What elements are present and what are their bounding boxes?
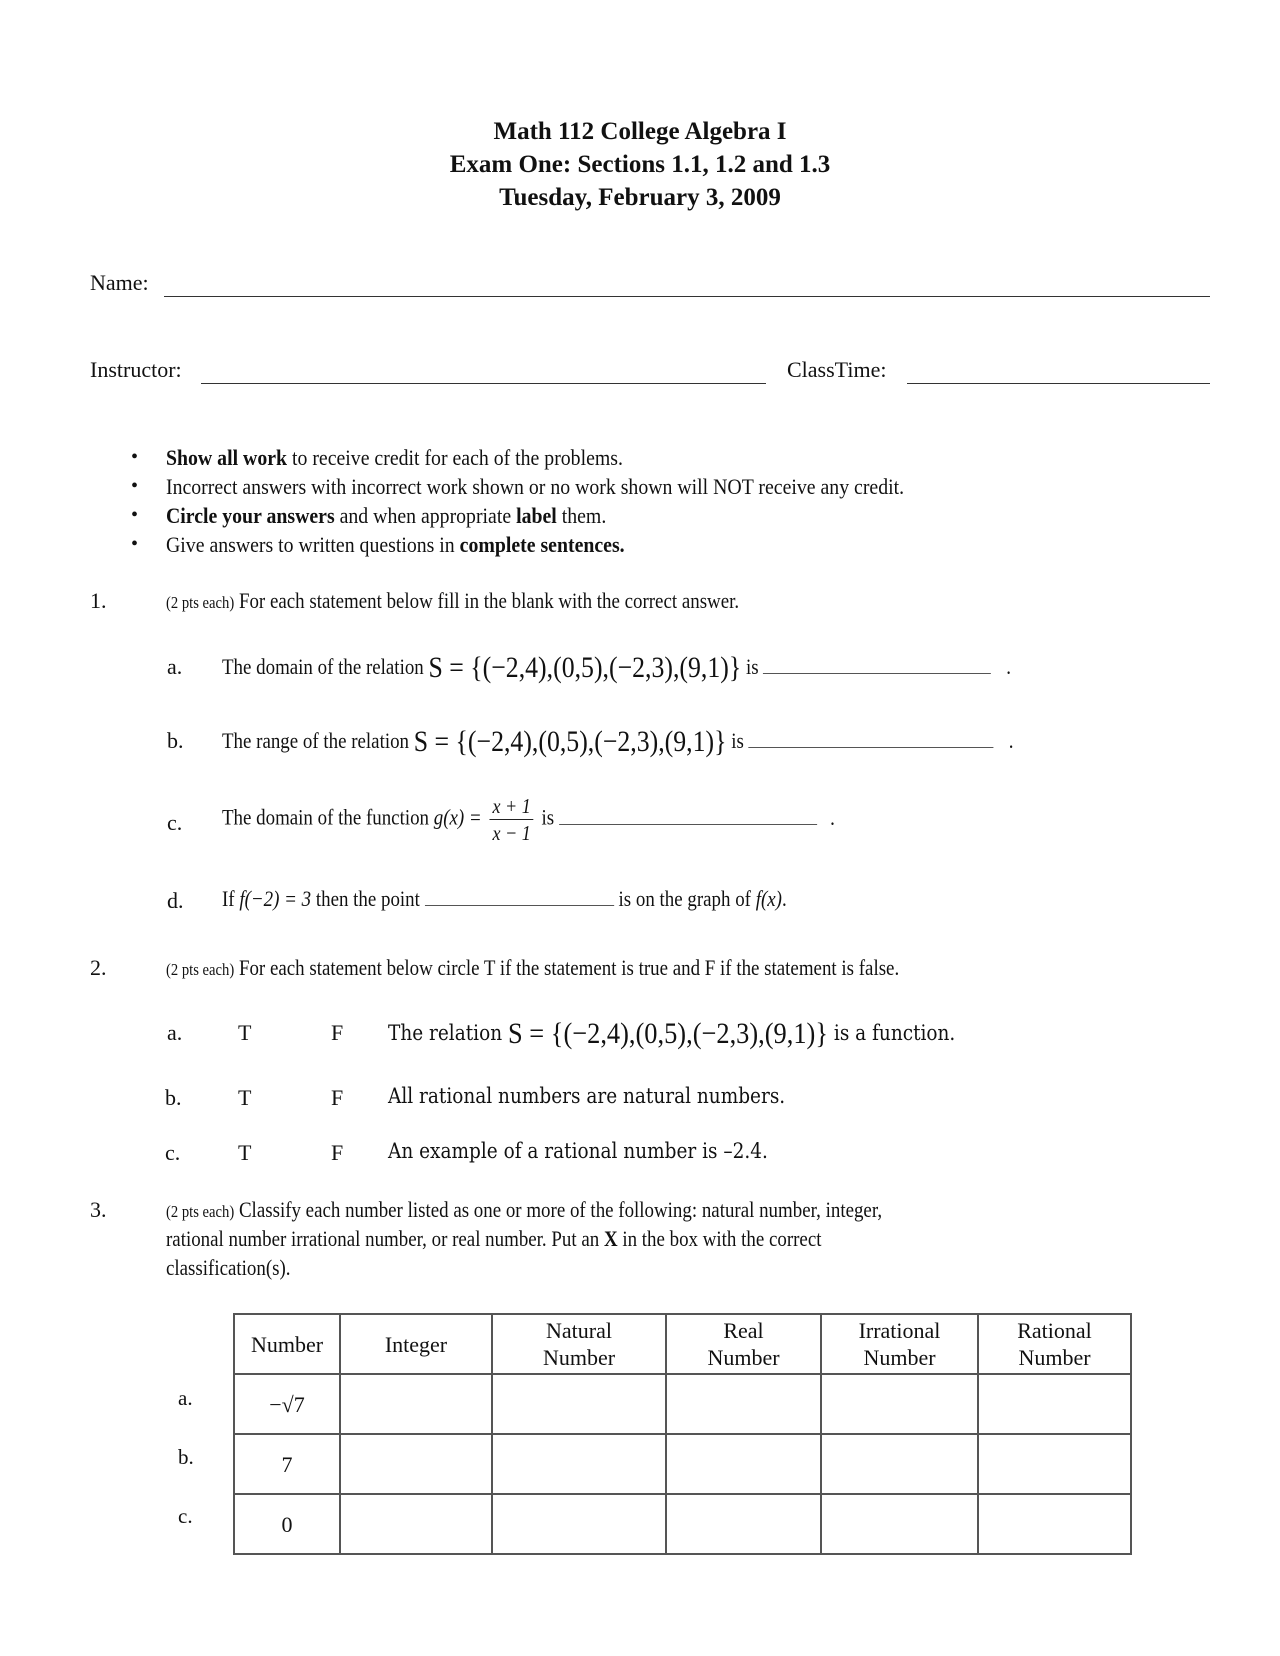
q2-number: 2. — [90, 955, 107, 980]
q1a-statement: The domain of the relation S = {(−2,4),(0,5),(−2,3),(9,1)} is . — [222, 651, 1012, 684]
instruction-item: Circle your answers and when appropriate label them. — [166, 503, 607, 528]
instructor-field[interactable] — [201, 383, 766, 384]
bullet-icon: • — [131, 533, 139, 555]
row-label-c: c. — [178, 1504, 193, 1528]
table-row — [234, 1434, 1131, 1494]
q1a-label: a. — [167, 654, 183, 679]
header-natural: Natural Number — [492, 1314, 666, 1374]
bullet-icon: • — [131, 446, 139, 468]
classtime-label: ClassTime: — [787, 357, 887, 382]
instruction-item: Show all work to receive credit for each of the problems. — [166, 445, 623, 470]
q2c-false-option[interactable]: F — [331, 1140, 344, 1165]
table-row — [234, 1374, 1131, 1434]
q1c-statement: The domain of the function g(x) = $\frac{x + 1}{x - 1}$ is . — [222, 794, 835, 845]
bullet-icon: • — [131, 504, 139, 526]
q3-prompt-line1: (2 pts each) Classify each number listed as one or more of the following: natural number, integer, — [166, 1197, 883, 1222]
q1-prompt: (2 pts each) For each statement below fill in the blank with the correct answer. — [166, 588, 740, 613]
table-row — [234, 1494, 1131, 1554]
q1d-label: d. — [167, 888, 184, 913]
classification-table — [233, 1313, 1132, 1555]
q1b-statement: The range of the relation S = {(−2,4),(0,5),(−2,3),(9,1)} is . — [222, 725, 1014, 758]
q3-number: 3. — [90, 1197, 107, 1222]
q2-prompt: (2 pts each) For each statement below circle T if the statement is true and F if the statement is false. — [166, 955, 900, 980]
q1c-answer-blank[interactable] — [559, 823, 817, 825]
q1c-label: c. — [167, 810, 183, 835]
q3-prompt-line3: classification(s). — [166, 1255, 291, 1280]
q2c-true-option[interactable]: T — [238, 1140, 252, 1165]
number-cell: −√7 — [234, 1374, 340, 1434]
q2c-label: c. — [165, 1140, 181, 1165]
q1a-answer-blank[interactable] — [763, 672, 991, 674]
real-checkbox-cell[interactable] — [666, 1494, 821, 1554]
name-field[interactable] — [164, 296, 1210, 297]
instruction-item: Give answers to written questions in complete sentences. — [166, 532, 625, 557]
irrational-checkbox-cell[interactable] — [821, 1494, 978, 1554]
integer-checkbox-cell[interactable] — [340, 1494, 492, 1554]
q2c-statement: An example of a rational number is –2.4. — [388, 1139, 768, 1163]
q2a-label: a. — [167, 1020, 183, 1045]
classtime-field[interactable] — [907, 383, 1210, 384]
q3-prompt-line2: rational number irrational number, or real number. Put an X in the box with the correct — [166, 1226, 822, 1251]
header-real: Real Number — [666, 1314, 821, 1374]
row-label-a: a. — [178, 1386, 193, 1410]
q1-number: 1. — [90, 588, 107, 613]
instruction-item: Incorrect answers with incorrect work shown or no work shown will NOT receive any credit. — [166, 474, 905, 499]
q2a-statement: The relation S = {(−2,4),(0,5),(−2,3),(9,1)} is a function. — [388, 1017, 956, 1050]
integer-checkbox-cell[interactable] — [340, 1434, 492, 1494]
exam-date: Tuesday, February 3, 2009 — [499, 184, 781, 211]
rational-checkbox-cell[interactable] — [978, 1494, 1131, 1554]
bullet-icon: • — [131, 475, 139, 497]
q1c-fraction: $\frac{x + 1}{x - 1}$ — [490, 793, 533, 846]
q2b-true-option[interactable]: T — [238, 1085, 252, 1110]
number-cell: 7 — [234, 1434, 340, 1494]
natural-checkbox-cell[interactable] — [492, 1494, 666, 1554]
header-integer: Integer — [340, 1314, 492, 1374]
q1b-label: b. — [167, 728, 184, 753]
natural-checkbox-cell[interactable] — [492, 1374, 666, 1434]
instructor-label: Instructor: — [90, 357, 182, 382]
integer-checkbox-cell[interactable] — [340, 1374, 492, 1434]
q1b-set: S = {(−2,4),(0,5),(−2,3),(9,1)} — [413, 725, 727, 758]
irrational-checkbox-cell[interactable] — [821, 1434, 978, 1494]
irrational-checkbox-cell[interactable] — [821, 1374, 978, 1434]
q1d-answer-blank[interactable] — [425, 904, 614, 906]
q2b-label: b. — [165, 1085, 182, 1110]
rational-checkbox-cell[interactable] — [978, 1374, 1131, 1434]
number-cell: 0 — [234, 1494, 340, 1554]
header-irrational: Irrational Number — [821, 1314, 978, 1374]
exam-subtitle: Exam One: Sections 1.1, 1.2 and 1.3 — [449, 151, 831, 178]
q2b-false-option[interactable]: F — [331, 1085, 344, 1110]
q2a-true-option[interactable]: T — [238, 1020, 252, 1045]
name-label: Name: — [90, 270, 149, 295]
exam-title: Math 112 College Algebra I — [493, 118, 787, 145]
real-checkbox-cell[interactable] — [666, 1374, 821, 1434]
table-header-row — [234, 1314, 1131, 1374]
q2b-statement: All rational numbers are natural numbers. — [388, 1084, 786, 1108]
real-checkbox-cell[interactable] — [666, 1434, 821, 1494]
q1d-statement: If f(−2) = 3 then the point is on the graph of f(x). — [222, 886, 787, 911]
row-label-b: b. — [178, 1445, 194, 1469]
rational-checkbox-cell[interactable] — [978, 1434, 1131, 1494]
q2a-false-option[interactable]: F — [331, 1020, 344, 1045]
q1b-answer-blank[interactable] — [749, 746, 994, 748]
q1a-set: S = {(−2,4),(0,5),(−2,3),(9,1)} — [428, 651, 742, 684]
header-number: Number — [234, 1314, 340, 1374]
natural-checkbox-cell[interactable] — [492, 1434, 666, 1494]
header-rational: Rational Number — [978, 1314, 1131, 1374]
